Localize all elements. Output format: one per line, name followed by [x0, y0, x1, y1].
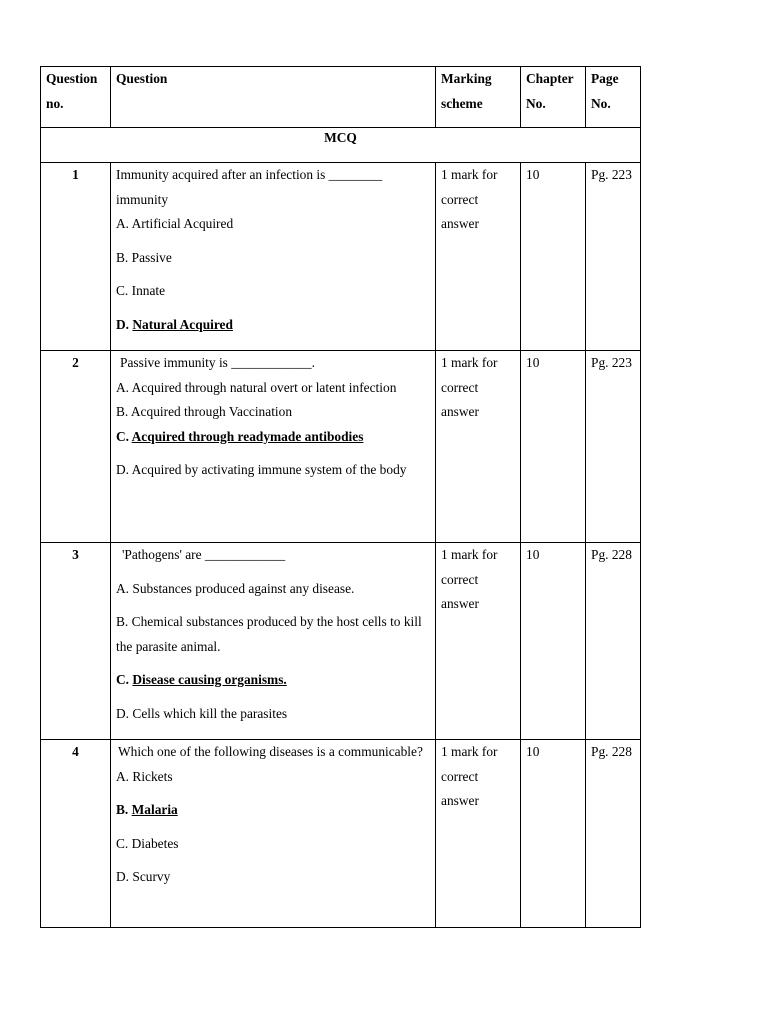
table-row [41, 740, 641, 928]
option-a: A. Substances produced against any disease. [116, 580, 355, 596]
header-marking-scheme: Marking scheme [436, 67, 521, 128]
question-number: 2 [41, 351, 111, 543]
option-b: B. Chemical substances produced by the host cells to kill the parasite animal. [116, 614, 422, 654]
chapter-no: 10 [521, 351, 586, 543]
option-d: D. Scurvy [116, 869, 171, 884]
page-no: Pg. 228 [586, 740, 641, 928]
option-c-correct: C. Disease causing organisms. [116, 672, 287, 687]
question-text: Which one of the following diseases is a communicable? [118, 744, 423, 759]
header-row [41, 67, 641, 128]
option-d: D. Acquired by activating immune system of the body [116, 462, 407, 477]
option-b: B. Passive [116, 249, 172, 265]
table-row [41, 543, 641, 740]
table-row [41, 163, 641, 351]
question-number: 1 [41, 163, 111, 351]
question-text: Immunity acquired after an infection is ________ immunity [116, 167, 383, 207]
marking-scheme: 1 mark for correct answer [436, 543, 521, 740]
option-b: B. Acquired through Vaccination [116, 404, 293, 419]
chapter-no: 10 [521, 163, 586, 351]
option-a: A. Rickets [116, 768, 173, 784]
marking-scheme: 1 mark for correct answer [436, 740, 521, 928]
chapter-no: 10 [521, 543, 586, 740]
marking-scheme: 1 mark for correct answer [436, 163, 521, 351]
question-text: Passive immunity is ____________. [120, 355, 315, 370]
page-no: Pg. 223 [586, 351, 641, 543]
table-row [41, 351, 641, 543]
option-c-correct: C. Acquired through readymade antibodies [116, 428, 364, 444]
question-cell [111, 163, 436, 351]
question-cell [111, 543, 436, 740]
option-d: D. Cells which kill the parasites [116, 705, 288, 721]
question-cell [111, 740, 436, 928]
section-title: MCQ [41, 128, 641, 163]
header-page-no: Page No. [586, 67, 641, 128]
page-no: Pg. 223 [586, 163, 641, 351]
option-d-correct: D. Natural Acquired [116, 316, 233, 332]
chapter-no: 10 [521, 740, 586, 928]
question-number: 4 [41, 740, 111, 928]
question-cell [111, 351, 436, 543]
option-c: C. Diabetes [116, 835, 179, 851]
question-number: 3 [41, 543, 111, 740]
header-question-no: Question no. [41, 67, 111, 128]
marking-scheme: 1 mark for correct answer [436, 351, 521, 543]
option-b-correct: B. Malaria [116, 802, 178, 817]
option-a: A. Artificial Acquired [116, 216, 234, 231]
section-row [41, 128, 641, 163]
header-chapter-no: Chapter No. [521, 67, 586, 128]
option-a: A. Acquired through natural overt or latent infection [116, 379, 397, 395]
question-table [40, 66, 641, 928]
question-text: 'Pathogens' are ____________ [122, 547, 286, 562]
option-c: C. Innate [116, 283, 166, 298]
header-question: Question [111, 67, 436, 128]
page-no: Pg. 228 [586, 543, 641, 740]
